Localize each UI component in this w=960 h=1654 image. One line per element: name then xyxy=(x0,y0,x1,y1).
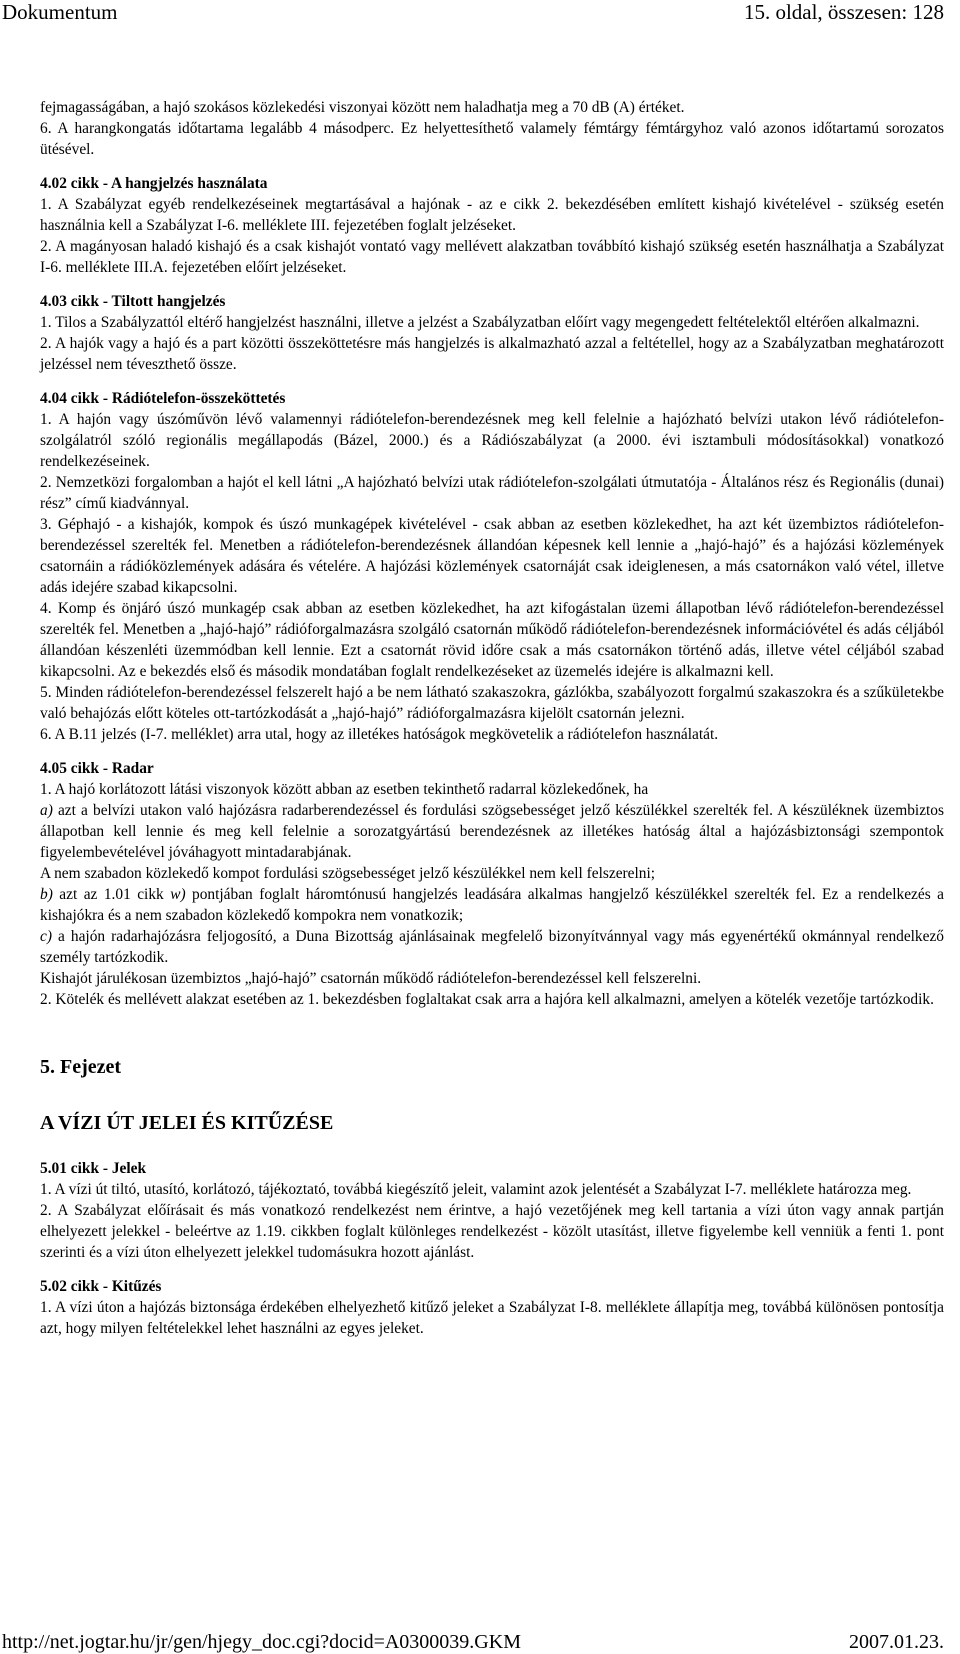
paragraph xyxy=(40,926,944,968)
section-heading: 4.03 cikk - Tiltott hangjelzés xyxy=(40,293,226,310)
paragraph: A nem szabadon közlekedő kompot fordulási szögsebességet jelző készülékkel nem kell felszerelni; xyxy=(40,865,656,882)
item-label: c) xyxy=(40,928,52,945)
paragraph: 1. A vízi úton a hajózás biztonsága érdekében elhelyezhető kitűző jeleket a Szabályzat I-8. melléklete állapítja meg, továbbá különösen pontosítja azt, hogy milyen feltételekkel lehet használni az egyes jeleket. xyxy=(40,1299,944,1337)
document-url: http://net.jogtar.hu/jr/gen/hjegy_doc.cgi?docid=A0300039.GKM xyxy=(2,1631,521,1653)
paragraph: fejmagasságában, a hajó szokásos közlekedési viszonyai között nem haladhatja meg a 70 dB (A) értéket. xyxy=(40,99,685,116)
page-header xyxy=(0,0,960,24)
paragraph: 6. A B.11 jelzés (I-7. melléklet) arra utal, hogy az illetékes hatóságok megkövetelik a rádiótelefon használatát. xyxy=(40,726,719,743)
paragraph: 2. A hajók vagy a hajó és a part közötti összeköttetésre más hangjelzés is alkalmazható azzal a feltétellel, hogy az a Szabályzatban meghatározott jelzéssel nem téveszthető össze. xyxy=(40,335,944,373)
paragraph: 1. A vízi út tiltó, utasító, korlátozó, tájékoztató, továbbá kiegészítő jeleit, valamint azok jelentését a Szabályzat I-7. melléklete határozza meg. xyxy=(40,1181,912,1198)
section-heading: 4.05 cikk - Radar xyxy=(40,760,154,777)
document-body xyxy=(40,97,944,1339)
paragraph: 1. A Szabályzat egyéb rendelkezéseinek megtartásával a hajónak - az e cikk 2. bekezdésében említett kishajó kivételével - szükség esetén használnia kell a Szabályzat I-6. melléklete III. fejezetében foglalt jelzéseket. xyxy=(40,196,944,234)
paragraph xyxy=(40,800,944,863)
section-heading: 5.01 cikk - Jelek xyxy=(40,1160,147,1177)
page-footer xyxy=(0,1630,960,1654)
paragraph: Kishajót járulékosan üzembiztos „hajó-hajó” csatornán működő rádiótelefon-berendezéssel kell felszerelni. xyxy=(40,970,702,987)
item-text: a hajón radarhajózásra feljogosító, a Duna Bizottság ajánlásainak megfelelő bizonyítvánnyal vagy más egyenértékű okmánnyal rendelkező személy tartózkodik. xyxy=(40,928,944,966)
section-heading: 4.02 cikk - A hangjelzés használata xyxy=(40,175,268,192)
page-counter: 15. oldal, összesen: 128 xyxy=(743,0,944,24)
paragraph: 2. Nemzetközi forgalomban a hajót el kell látni „A hajózható belvízi utak rádiótelefon-szolgálati útmutatója - Általános rész és Regionális (dunai) rész” című kiadvánnyal. xyxy=(40,474,944,512)
paragraph: 3. Géphajó - a kishajók, kompok és úszó munkagépek kivételével - csak abban az esetben közlekedhet, ha azt két üzembiztos rádiótelefon-berendezéssel szerelték fel. Menetben a rádiótelefon-berendezésnek állandóan képesnek kell lennie a „hajó-hajó” és a hajózási közlemények csatornáin a rádióközlemények adására és vételére. A hajózási közlemények csatornáját csak ideiglenesen, a más csatornákon való vétel, illetve adás idejére szabad kikapcsolni. xyxy=(40,516,944,596)
document-date: 2007.01.23. xyxy=(849,1631,944,1653)
paragraph: 1. A hajón vagy úszóművön lévő valamennyi rádiótelefon-berendezésnek meg kell felelnie a hajózható belvízi utakon lévő rádiótelefon-szolgálatról szóló regionális megállapodás (Bázel, 2000.) és a Rádiószabályzat (a 2000. évi isztambuli módosításokkal) vonatkozó rendelkezéseinek. xyxy=(40,411,944,470)
paragraph: 1. Tilos a Szabályzattól eltérő hangjelzést használni, illetve a jelzést a Szabályzatban előírt vagy megengedett feltételektől eltérően alkalmazni. xyxy=(40,314,920,331)
section-heading: 4.04 cikk - Rádiótelefon-összeköttetés xyxy=(40,390,286,407)
paragraph: 2. Kötelék és mellévett alakzat esetében az 1. bekezdésben foglaltakat csak arra a hajóra kell alkalmazni, amelyen a kötelék vezetője tartózkodik. xyxy=(40,991,934,1008)
paragraph xyxy=(40,884,944,926)
paragraph: 2. A magányosan haladó kishajó és a csak kishajót vontató vagy mellévett alakzatban továbbító kishajó szükség esetén használhatja a Szabályzat I-6. melléklete III.A. fejezetében előírt jelzéseket. xyxy=(40,238,944,276)
item-label: a) xyxy=(40,802,53,819)
paragraph: 1. A hajó korlátozott látási viszonyok között abban az esetben tekinthető radarral közlekedőnek, ha xyxy=(40,781,649,798)
paragraph: 4. Komp és önjáró úszó munkagép csak abban az esetben közlekedhet, ha azt kifogástalan üzemi állapotban lévő rádiótelefon-berendezéssel szerelték fel. Menetben a „hajó-hajó” rádióforgalmazásra szolgáló csatornán működő rádiótelefon-berendezésnek információvétel és adás céljából állandóan készenléti üzemmódban kell lennie. Ezt a csatornát rövid időre csak a más csatornákon történő adás, illetve vétel céljából szabad kikapcsolni. Az e bekezdés első és második mondatában foglalt rendelkezéseket az üzemelés idejére is alkalmazni kell. xyxy=(40,600,944,680)
item-text: pontjában foglalt háromtónusú hangjelzés leadására alkalmas hangjelző készülékkel szerelték fel. Ez a rendelkezés a kishajókra és a nem szabadon közlekedő kompokra nem vonatkozik; xyxy=(40,886,944,924)
chapter-number: 5. Fejezet xyxy=(40,1056,122,1078)
document-label: Dokumentum xyxy=(2,0,118,24)
item-text: azt az 1.01 cikk xyxy=(52,886,171,903)
section-heading: 5.02 cikk - Kitűzés xyxy=(40,1278,162,1295)
chapter-title: A VÍZI ÚT JELEI ÉS KITŰZÉSE xyxy=(40,1112,334,1134)
paragraph: 2. A Szabályzat előírásait és más vonatkozó rendelkezést nem érintve, a hajó vezetőjének meg kell tartania a vízi úton vagy annak partján elhelyezett jelekkel - beleértve az 1.19. cikkben foglalt különleges rendelkezést - közölt utasítást, illetve figyelembe kell venniük a fenti 1. pont szerinti és a vízi úton elhelyezett jelekkel tudomásukra hozott ajánlást. xyxy=(40,1202,944,1261)
paragraph: 6. A harangkongatás időtartama legalább 4 másodperc. Ez helyettesíthető valamely fémtárgy fémtárgyhoz való azonos időtartamú sorozatos ütésével. xyxy=(40,120,944,158)
item-text: azt a belvízi utakon való hajózásra radarberendezéssel és fordulási szögsebességet jelző készülékkel szerelték fel. A készüléknek üzembiztos állapotban kell lennie és meg kell felelnie a sorozatgyártású berendezésnek az illetékes hatóság által a hajózásbiztonsági szempontok figyelembevételével jóváhagyott mintadarabjának. xyxy=(40,802,944,861)
item-ref: w) xyxy=(170,886,186,903)
paragraph: 5. Minden rádiótelefon-berendezéssel felszerelt hajó a be nem látható szakaszokra, gázlókba, szabályozott forgalmú szakaszokra és a szűkületekbe való behajózás előtt köteles ott-tartózkodását a „hajó-hajó” rádióforgalmazásra kijelölt csatornán jelezni. xyxy=(40,684,944,722)
item-label: b) xyxy=(40,886,53,903)
